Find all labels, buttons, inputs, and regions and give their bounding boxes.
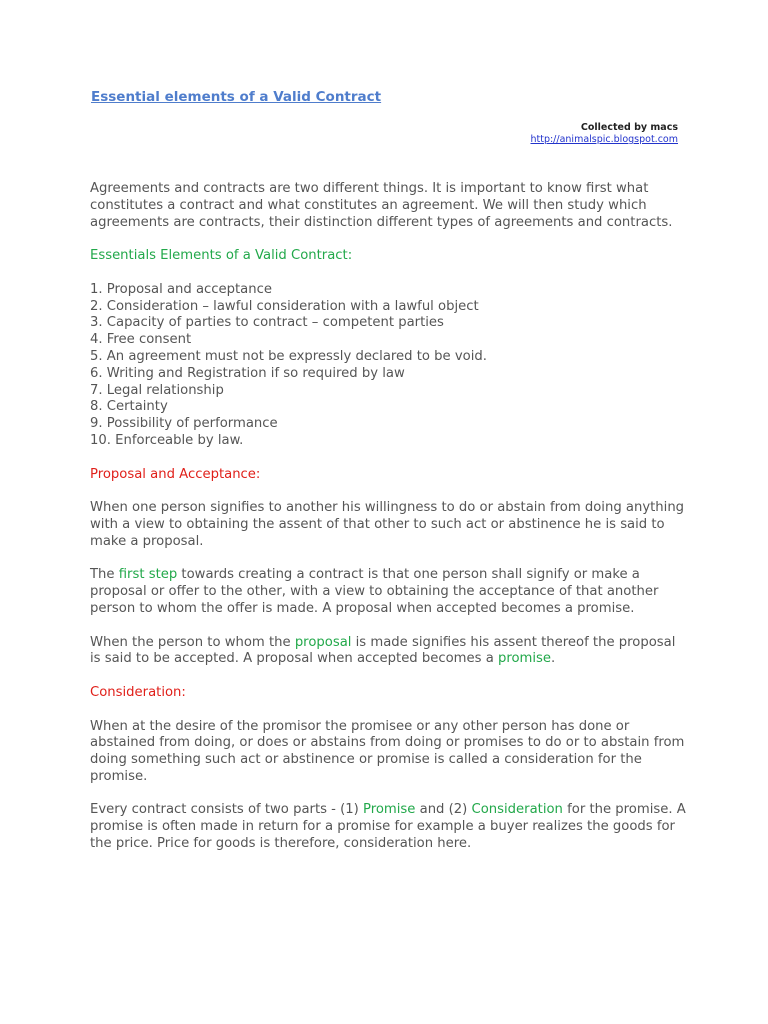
list-item: 3. Capacity of parties to contract – competent parties [90, 315, 444, 331]
promise-link[interactable]: promise [497, 651, 552, 667]
consideration-paragraph-1: When at the desire of the promisor the promisee or any other person has done or abstained from doing, or does or abstains from doing or promises to do or to abstain from doing something such act or abstinence or promise is called a consideration for the promise. [90, 718, 685, 784]
credit-author: Collected by macs [580, 122, 678, 133]
list-item: 1. Proposal and acceptance [90, 281, 272, 297]
essentials-list [90, 282, 690, 450]
list-item: 9. Possibility of performance [90, 416, 278, 432]
text-run: When the person to whom the [90, 634, 295, 650]
list-item: 7. Legal relationship [90, 382, 224, 398]
list-item: 4. Free consent [90, 332, 192, 348]
text-run: . [551, 651, 556, 667]
list-item: 10. Enforceable by law. [90, 432, 244, 448]
proposal-heading: Proposal and Acceptance: [90, 466, 261, 482]
proposal-link[interactable]: proposal [294, 634, 352, 650]
list-item: 8. Certainty [90, 399, 168, 415]
text-run: is made signifies his assent thereof the proposal is said to be accepted. A proposal when accepted becomes a [90, 634, 676, 667]
document-title[interactable]: Essential elements of a Valid Contract [91, 89, 382, 105]
text-run: towards creating a contract is that one person shall signify or make a proposal or offer to the other, with a view to obtaining the acceptance of that another person to whom the offer is made. A proposal when accepted becomes a promise. [90, 567, 659, 616]
text-run: for the promise. A promise is often made in return for a promise for example a buyer realizes the goods for the price. Price for goods is therefore, consideration here. [90, 802, 686, 852]
text-run: and (2) [415, 802, 472, 818]
proposal-paragraph-1: When one person signifies to another his willingness to do or abstain from doing anything with a view to obtaining the assent of that other to such act or abstinence he is said to make a proposal. [90, 500, 685, 549]
text-run: The [90, 567, 119, 583]
intro-paragraph: Agreements and contracts are two different things. It is important to know first what constitutes a contract and what constitutes an agreement. We will then study which agreements are contracts, their distinction different types of agreements and contracts. [90, 181, 673, 230]
consideration-heading: Consideration: [90, 684, 186, 700]
list-item: 5. An agreement must not be expressly declared to be void. [90, 348, 487, 364]
credit-link[interactable]: http://animalspic.blogspot.com [530, 134, 678, 145]
document-body [90, 181, 690, 870]
consideration-paragraph-2 [90, 802, 690, 852]
list-item: 2. Consideration – lawful consideration with a lawful object [90, 298, 479, 314]
consideration-link[interactable]: Consideration [471, 802, 563, 818]
essentials-heading: Essentials Elements of a Valid Contract: [90, 248, 353, 264]
proposal-paragraph-2 [90, 567, 690, 617]
list-item: 6. Writing and Registration if so required by law [90, 365, 405, 381]
credit-block [530, 122, 678, 146]
promise-link[interactable]: Promise [363, 802, 416, 818]
proposal-paragraph-3 [90, 635, 690, 669]
first-step-link[interactable]: first step [118, 567, 178, 583]
text-run: Every contract consists of two parts - (1) [90, 802, 363, 818]
